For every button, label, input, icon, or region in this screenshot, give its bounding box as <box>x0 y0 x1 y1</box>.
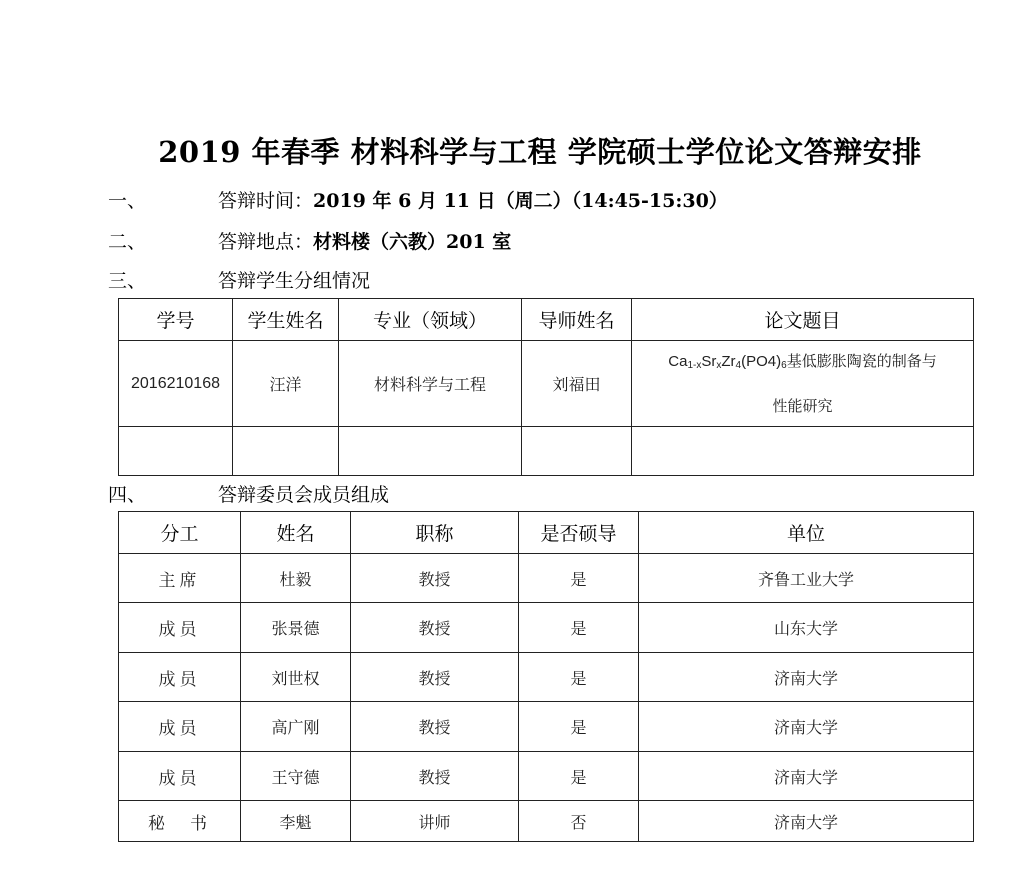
section-number: 三、 <box>108 270 147 292</box>
member-name: 李魁 <box>241 801 351 842</box>
member-is-advisor: 是 <box>519 554 639 603</box>
member-title: 讲师 <box>351 801 519 842</box>
header-is-advisor: 是否硕导 <box>519 512 639 554</box>
member-is-advisor: 是 <box>519 653 639 702</box>
member-name: 刘世权 <box>241 653 351 702</box>
section-label: 答辩委员会成员组成 <box>218 484 390 506</box>
formula-subscript: 4 <box>735 360 742 371</box>
header-name: 姓名 <box>241 512 351 554</box>
empty-cell <box>339 427 522 476</box>
member-is-advisor: 是 <box>519 702 639 752</box>
formula-part: Zr <box>721 353 736 370</box>
member-unit: 齐鲁工业大学 <box>639 554 974 603</box>
formula-part: Ca <box>668 353 688 370</box>
member-unit: 山东大学 <box>639 603 974 653</box>
empty-cell <box>233 427 339 476</box>
section-number: 四、 <box>108 484 147 506</box>
header-student-name: 学生姓名 <box>233 299 339 341</box>
member-role: 成员 <box>119 702 241 752</box>
member-name: 王守德 <box>241 752 351 801</box>
section-label: 答辩学生分组情况 <box>218 270 371 292</box>
section-number: 一、 <box>108 190 147 212</box>
thesis-title-line1: 基低膨胀陶瓷的制备与 <box>786 352 937 370</box>
formula-part: (PO4) <box>741 353 782 370</box>
header-role: 分工 <box>119 512 241 554</box>
member-title: 教授 <box>351 653 519 702</box>
table-row <box>119 341 974 427</box>
thesis-formula <box>668 353 786 370</box>
student-major: 材料科学与工程 <box>339 341 522 427</box>
section-label: 答辩时间： <box>218 190 314 212</box>
student-id: 2016210168 <box>119 341 233 427</box>
empty-cell <box>632 427 974 476</box>
committee-table <box>118 511 974 842</box>
member-role: 成员 <box>119 603 241 653</box>
table-row <box>119 702 974 752</box>
table-row <box>119 801 974 842</box>
member-unit: 济南大学 <box>639 801 974 842</box>
section-student-groups <box>108 266 370 293</box>
section-label: 答辩地点： <box>218 231 314 253</box>
header-advisor: 导师姓名 <box>522 299 632 341</box>
table-header-row <box>119 299 974 341</box>
section-defense-place <box>108 227 511 254</box>
table-row <box>119 603 974 653</box>
member-title: 教授 <box>351 603 519 653</box>
student-name: 汪洋 <box>233 341 339 427</box>
header-thesis-title: 论文题目 <box>632 299 974 341</box>
formula-part: Sr <box>701 353 717 370</box>
member-name: 杜毅 <box>241 554 351 603</box>
section-number: 二、 <box>108 231 147 253</box>
formula-subscript: 6 <box>781 360 787 371</box>
member-unit: 济南大学 <box>639 702 974 752</box>
header-student-id: 学号 <box>119 299 233 341</box>
defense-place-value: 材料楼（六教）201 室 <box>313 231 512 253</box>
thesis-title-line2: 性能研究 <box>772 397 833 415</box>
empty-cell <box>119 427 233 476</box>
formula-subscript: 1-x <box>687 360 702 371</box>
header-title: 职称 <box>351 512 519 554</box>
header-unit: 单位 <box>639 512 974 554</box>
member-is-advisor: 是 <box>519 603 639 653</box>
section-committee <box>108 480 389 507</box>
table-header-row <box>119 512 974 554</box>
student-table <box>118 298 974 476</box>
member-title: 教授 <box>351 752 519 801</box>
member-role: 成员 <box>119 752 241 801</box>
table-row <box>119 752 974 801</box>
member-name: 张景德 <box>241 603 351 653</box>
table-row-empty <box>119 427 974 476</box>
member-unit: 济南大学 <box>639 752 974 801</box>
section-defense-time <box>108 186 728 213</box>
formula-subscript: x <box>716 360 722 371</box>
table-row <box>119 653 974 702</box>
header-major: 专业（领域） <box>339 299 522 341</box>
member-title: 教授 <box>351 702 519 752</box>
thesis-title <box>632 341 974 427</box>
member-is-advisor: 否 <box>519 801 639 842</box>
member-role: 主席 <box>119 554 241 603</box>
table-row <box>119 554 974 603</box>
member-role: 秘 书 <box>119 801 241 842</box>
member-role: 成员 <box>119 653 241 702</box>
member-is-advisor: 是 <box>519 752 639 801</box>
member-name: 高广刚 <box>241 702 351 752</box>
page-title: 2019 年春季 材料科学与工程 学院硕士学位论文答辩安排 <box>158 135 922 169</box>
defense-time-value: 2019 年 6 月 11 日（周二）（14:45-15:30） <box>313 190 728 212</box>
student-advisor: 刘福田 <box>522 341 632 427</box>
member-title: 教授 <box>351 554 519 603</box>
empty-cell <box>522 427 632 476</box>
member-unit: 济南大学 <box>639 653 974 702</box>
